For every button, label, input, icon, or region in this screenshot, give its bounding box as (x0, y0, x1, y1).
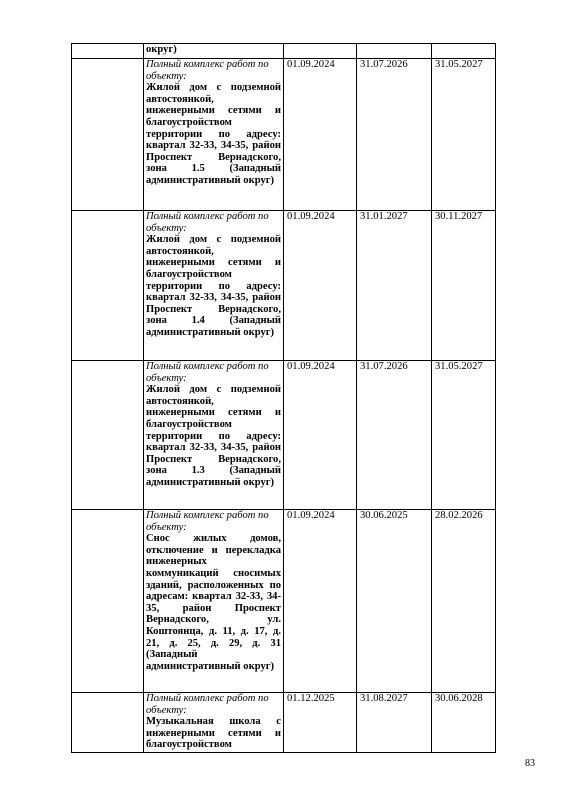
object-cell (144, 59, 284, 211)
object-description: Жилой дом с подземной автостоянкой, инженерными сетями и благоустройством территории по адресу: квартал 32-33, 34-35, район Проспект Вернадского, зона 1.4 (Западный административный округ) (146, 234, 281, 338)
end-date: 31.07.2026 (360, 59, 408, 70)
end-date: 31.01.2027 (360, 211, 408, 222)
start-date: 01.09.2024 (287, 510, 335, 521)
table-row (72, 510, 496, 693)
end-date-cell (357, 211, 432, 361)
commission-date: 31.05.2027 (435, 59, 483, 70)
empty-cell (72, 44, 144, 59)
commission-date: 31.05.2027 (435, 361, 483, 372)
commission-date: 30.11.2027 (435, 211, 483, 222)
schedule-table (71, 43, 496, 753)
page-number: 83 (525, 758, 535, 769)
start-date-cell (284, 59, 357, 211)
end-date-cell (357, 59, 432, 211)
work-intro: Полный комплекс работ по объекту: (146, 693, 269, 716)
commission-date-cell (432, 693, 496, 753)
empty-cell (432, 44, 496, 59)
commission-date-cell (432, 59, 496, 211)
commission-date: 30.06.2028 (435, 693, 483, 704)
end-date-cell (357, 361, 432, 510)
table-row (72, 211, 496, 361)
object-description: Снос жилых домов, отключение и перекладка инженерных коммуникаций сносимых зданий, расположенных по адресам: квартал 32-33, 34-35, район Проспект Вернадского, ул. Коштоянца, д. 11, д. 17, д. 21, д. 25, д. 29, д. 31 (Западный административный округ) (146, 533, 281, 672)
end-date: 31.08.2027 (360, 693, 408, 704)
commission-date: 28.02.2026 (435, 510, 483, 521)
commission-date-cell (432, 510, 496, 693)
start-date: 01.09.2024 (287, 211, 335, 222)
object-cell (144, 361, 284, 510)
object-description: Музыкальная школа с инженерными сетями и благоустройством (146, 716, 281, 751)
start-date-cell (284, 693, 357, 753)
table-row (72, 693, 496, 753)
empty-cell (72, 693, 144, 753)
end-date: 31.07.2026 (360, 361, 408, 372)
object-cell (144, 211, 284, 361)
table-row-continuation (72, 44, 496, 59)
start-date-cell (284, 361, 357, 510)
empty-cell (72, 510, 144, 693)
end-date-cell (357, 693, 432, 753)
commission-date-cell (432, 361, 496, 510)
start-date: 01.09.2024 (287, 59, 335, 70)
object-description: Жилой дом с подземной автостоянкой, инженерными сетями и благоустройством территории по адресу: квартал 32-33, 34-35, район Проспект Вернадского, зона 1.5 (Западный административный округ) (146, 82, 281, 186)
empty-cell (72, 211, 144, 361)
work-intro: Полный комплекс работ по объекту: (146, 510, 269, 533)
table-row (72, 361, 496, 510)
object-fragment: округ) (146, 44, 177, 55)
work-intro: Полный комплекс работ по объекту: (146, 361, 269, 384)
table-row (72, 59, 496, 211)
work-intro: Полный комплекс работ по объекту: (146, 59, 269, 82)
work-intro: Полный комплекс работ по объекту: (146, 211, 269, 234)
start-date: 01.12.2025 (287, 693, 335, 704)
end-date: 30.06.2025 (360, 510, 408, 521)
start-date-cell (284, 510, 357, 693)
empty-cell (284, 44, 357, 59)
object-cell (144, 44, 284, 59)
object-description: Жилой дом с подземной автостоянкой, инженерными сетями и благоустройством территории по адресу: квартал 32-33, 34-35, район Проспект Вернадского, зона 1.3 (Западный административный округ) (146, 384, 281, 488)
empty-cell (357, 44, 432, 59)
start-date: 01.09.2024 (287, 361, 335, 372)
empty-cell (72, 59, 144, 211)
object-cell (144, 693, 284, 753)
end-date-cell (357, 510, 432, 693)
object-cell (144, 510, 284, 693)
empty-cell (72, 361, 144, 510)
commission-date-cell (432, 211, 496, 361)
start-date-cell (284, 211, 357, 361)
